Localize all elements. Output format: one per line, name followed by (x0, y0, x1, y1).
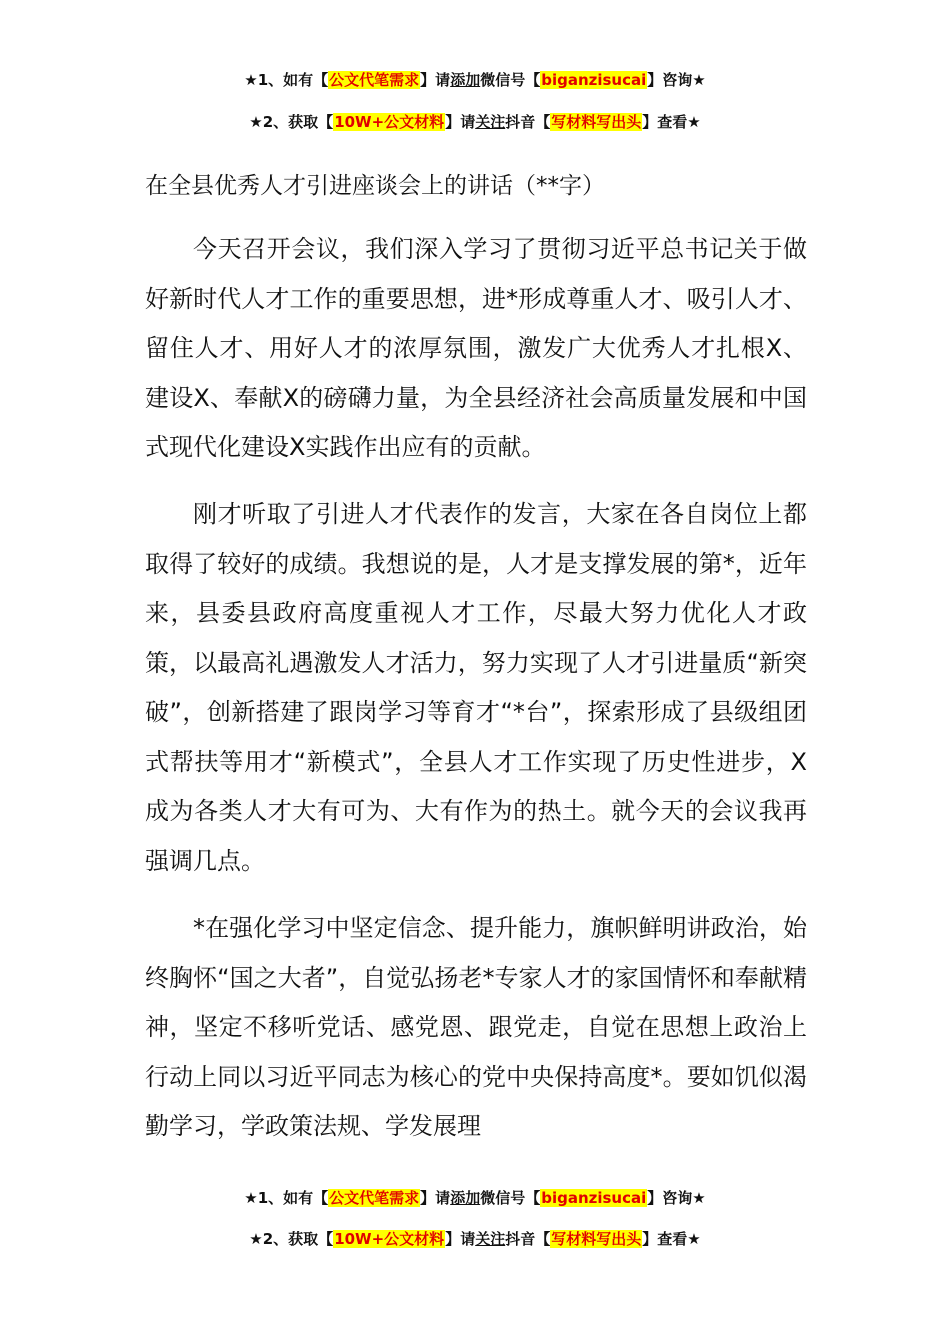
promo-text: 微信号【 (480, 1189, 541, 1207)
promo-wechat-id: biganzisucai (541, 1189, 647, 1207)
document-title: 在全县优秀人才引进座谈会上的讲话（**字） (145, 173, 605, 199)
promo-prefix: ★1、如有【 (244, 1189, 329, 1207)
footer-promo-line-2 (0, 1227, 950, 1251)
body-paragraph-1: 今天召开会议，我们深入学习了贯彻习近平总书记关于做好新时代人才工作的重要思想，进*形成尊重人才、吸引人才、留住人才、用好人才的浓厚氛围，激发广大优秀人才扎根X、建设X、奉献X的磅礴力量，为全县经济社会高质量发展和中国式现代化建设X实践作出应有的贡献。 (145, 235, 807, 461)
promo-highlight: 公文代笔需求 (329, 71, 420, 89)
promo-suffix: 】咨询★ (647, 1189, 706, 1207)
promo-underline: 关注 (475, 113, 506, 131)
promo-douyin-id: 写材料写出头 (551, 1230, 642, 1248)
promo-wechat-id: biganzisucai (541, 71, 647, 89)
promo-highlight: 10W+公文材料 (334, 113, 445, 131)
promo-highlight: 公文代笔需求 (329, 1189, 420, 1207)
promo-underline: 关注 (475, 1230, 506, 1248)
promo-text: 抖音【 (505, 1230, 551, 1248)
promo-text: 】请 (420, 71, 451, 89)
header-promo-line-2 (0, 110, 950, 134)
promo-prefix: ★2、获取【 (249, 113, 334, 131)
promo-text: 抖音【 (505, 113, 551, 131)
header-promo-line-1 (0, 68, 950, 92)
promo-text: 】请 (445, 113, 476, 131)
promo-highlight: 10W+公文材料 (334, 1230, 445, 1248)
promo-suffix: 】查看★ (642, 113, 701, 131)
body-paragraph-2: 刚才听取了引进人才代表作的发言，大家在各自岗位上都取得了较好的成绩。我想说的是，人才是支撑发展的第*，近年来，县委县政府高度重视人才工作，尽最大努力优化人才政策，以最高礼遇激发人才活力，努力实现了人才引进量质“新突破”，创新搭建了跟岗学习等育才“*台”，探索形成了县级组团式帮扶等用才“新模式”，全县人才工作实现了历史性进步，X成为各类人才大有可为、大有作为的热土。就今天的会议我再强调几点。 (145, 500, 807, 875)
promo-suffix: 】查看★ (642, 1230, 701, 1248)
promo-underline: 添加 (450, 1189, 481, 1207)
promo-text: 】请 (420, 1189, 451, 1207)
promo-underline: 添加 (450, 71, 481, 89)
promo-text: 】请 (445, 1230, 476, 1248)
promo-suffix: 】咨询★ (647, 71, 706, 89)
body-paragraph-3: *在强化学习中坚定信念、提升能力，旗帜鲜明讲政治，始终胸怀“国之大者”，自觉弘扬老*专家人才的家国情怀和奉献精神，坚定不移听党话、感党恩、跟党走，自觉在思想上政治上行动上同以习近平同志为核心的党中央保持高度*。要如饥似渴勤学习，学政策法规、学发展理 (145, 914, 807, 1140)
promo-douyin-id: 写材料写出头 (551, 113, 642, 131)
promo-prefix: ★2、获取【 (249, 1230, 334, 1248)
promo-text: 微信号【 (480, 71, 541, 89)
footer-promo-line-1 (0, 1186, 950, 1210)
promo-prefix: ★1、如有【 (244, 71, 329, 89)
